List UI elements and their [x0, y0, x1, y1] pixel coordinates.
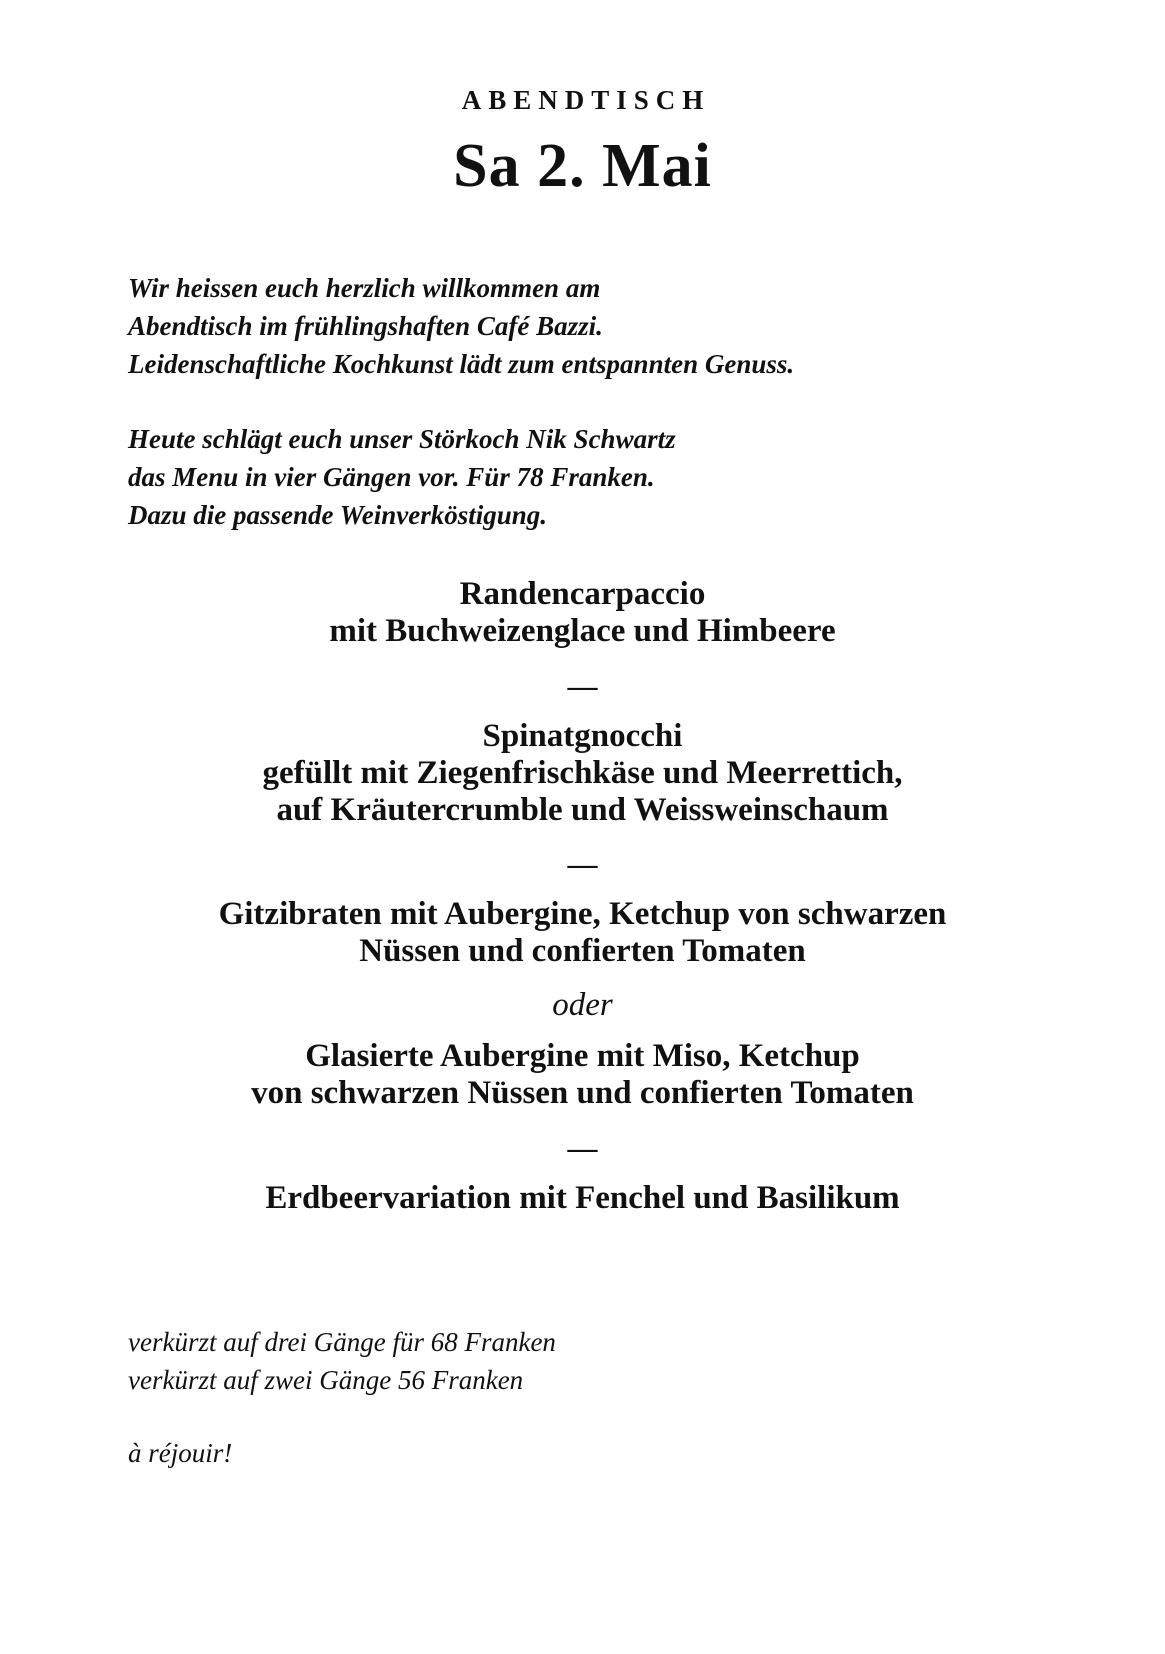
- course-description: von schwarzen Nüssen und confierten Tomaten: [251, 1075, 914, 1111]
- course-separator: —: [567, 670, 598, 703]
- course-alternative-label: oder: [552, 987, 613, 1023]
- course-description: Glasierte Aubergine mit Miso, Ketchup: [305, 1038, 860, 1074]
- closing-line: [128, 1434, 1028, 1472]
- course-description: Erdbeervariation mit Fenchel und Basilikum: [265, 1180, 900, 1216]
- price-option: verkürzt auf zwei Gänge 56 Franken: [128, 1365, 524, 1395]
- menu-kicker: ABENDTISCH: [461, 85, 711, 115]
- course-starter: [60, 576, 1105, 650]
- intro-line: Dazu die passende Weinverköstigung.: [128, 500, 548, 530]
- course-separator: —: [567, 848, 598, 881]
- course-description: Nüssen und confierten Tomaten: [359, 933, 806, 969]
- course-description: Gitzibraten mit Aubergine, Ketchup von schwarzen: [218, 896, 947, 932]
- course-description: gefüllt mit Ziegenfrischkäse und Meerrettich,: [262, 755, 903, 791]
- course-second: [60, 718, 1105, 829]
- intro-line: Heute schlägt euch unser Störkoch Nik Schwartz: [128, 424, 676, 454]
- course-title: Spinatgnocchi: [482, 718, 683, 754]
- closing-text: à réjouir!: [128, 1438, 233, 1468]
- intro-line: Leidenschaftliche Kochkunst lädt zum entspannten Genuss.: [128, 349, 795, 379]
- course-main-meat: [60, 896, 1105, 970]
- course-dessert: [60, 1180, 1105, 1217]
- menu-date: Sa 2. Mai: [453, 132, 712, 200]
- course-description: mit Buchweizenglace und Himbeere: [329, 613, 836, 649]
- intro-paragraph-welcome: [128, 269, 1088, 383]
- price-option: verkürzt auf drei Gänge für 68 Franken: [128, 1327, 556, 1357]
- intro-line: Abendtisch im frühlingshaften Café Bazzi.: [128, 311, 603, 341]
- course-separator: —: [567, 1132, 598, 1165]
- intro-line: Wir heissen euch herzlich willkommen am: [128, 273, 601, 303]
- intro-line: das Menu in vier Gängen vor. Für 78 Franken.: [128, 462, 655, 492]
- course-main-vegetarian: [60, 1038, 1105, 1112]
- price-options: [128, 1323, 1028, 1399]
- course-description: auf Kräutercrumble und Weissweinschaum: [276, 792, 889, 828]
- course-title: Randencarpaccio: [459, 576, 706, 612]
- intro-paragraph-chef: [128, 420, 1088, 534]
